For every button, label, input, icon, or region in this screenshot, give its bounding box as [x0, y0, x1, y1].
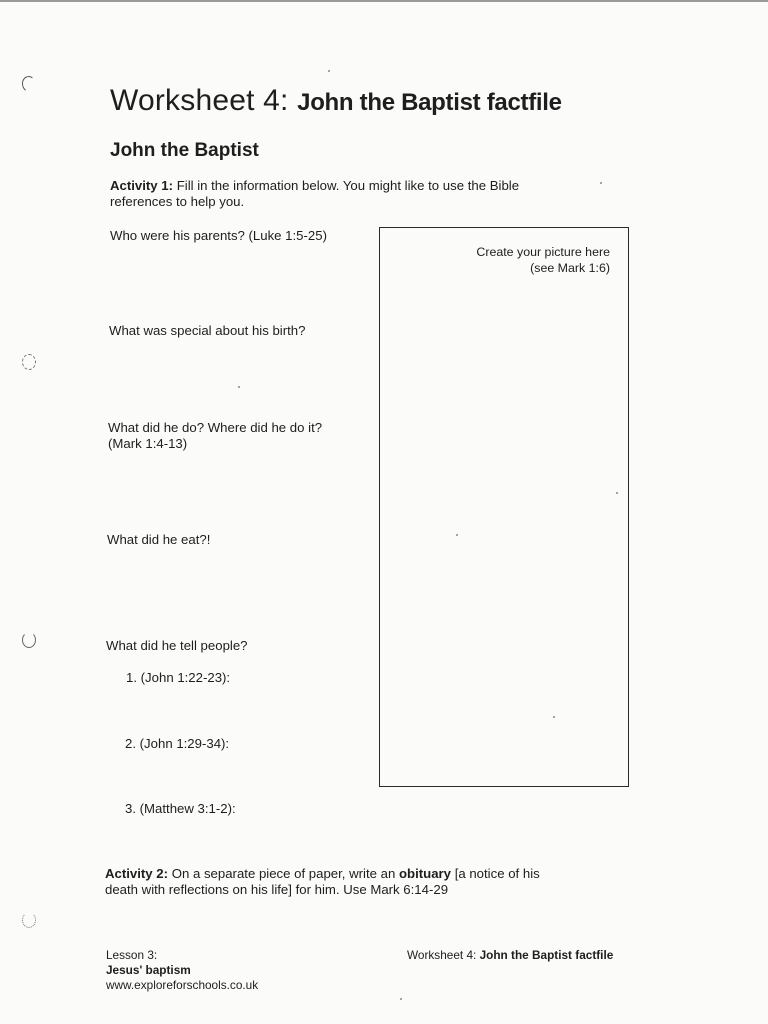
activity-1-text-line2: references to help you. [110, 194, 245, 209]
footer-lesson-prefix: Lesson 3: [106, 948, 158, 962]
scan-speck [328, 70, 330, 72]
activity-2-text-after: [a notice of his [454, 866, 540, 881]
footer-worksheet-prefix: Worksheet 4: [407, 948, 477, 962]
question-what-did-he-tell: What did he tell people? [106, 638, 248, 653]
activity-1-label: Activity 1: [110, 178, 174, 193]
page-title [110, 84, 562, 118]
question-3-line1: What did he do? Where did he do it? [108, 420, 323, 435]
question-5-item-1: 1. (John 1:22-23): [126, 670, 231, 685]
section-heading: John the Baptist [110, 140, 259, 161]
scan-speck [600, 182, 602, 184]
activity-2-label: Activity 2: [105, 866, 169, 881]
question-what-did-he-do [108, 420, 322, 452]
activity-1-instructions [110, 178, 519, 210]
activity-1-text-line1: Fill in the information below. You might like to use the Bible [176, 178, 520, 193]
question-5-item-3: 3. (Matthew 3:1-2): [125, 801, 236, 816]
question-5-item-2: 2. (John 1:29-34): [125, 736, 230, 751]
scan-speck [456, 534, 458, 536]
activity-2-bold-word: obituary [398, 866, 452, 881]
activity-2-text-line2: death with reflections on his life] for him. Use Mark 6:14-29 [105, 882, 449, 897]
punch-hole-mark [21, 75, 38, 93]
scan-edge-rule [0, 0, 768, 2]
punch-hole-mark [22, 354, 36, 370]
footer-lesson [106, 948, 258, 993]
activity-2-instructions [105, 866, 540, 898]
scan-speck [238, 386, 240, 388]
footer-worksheet-title: John the Baptist factfile [479, 948, 614, 962]
picture-caption-line1: Create your picture here [476, 245, 610, 259]
picture-caption-line2: (see Mark 1:6) [530, 261, 610, 275]
picture-box-caption [476, 244, 610, 276]
question-birth: What was special about his birth? [109, 323, 306, 338]
punch-hole-mark [22, 912, 36, 928]
footer-lesson-line [106, 948, 258, 978]
picture-drawing-box[interactable] [379, 227, 629, 787]
question-parents: Who were his parents? (Luke 1:5-25) [110, 228, 327, 243]
question-what-did-he-eat: What did he eat?! [107, 532, 211, 547]
title-prefix: Worksheet 4: [110, 84, 289, 117]
punch-hole-mark [22, 632, 36, 648]
question-3-line2: (Mark 1:4-13) [108, 436, 188, 451]
footer-worksheet [407, 948, 613, 963]
title-main: John the Baptist factfile [297, 89, 562, 116]
scan-speck [616, 492, 618, 494]
scan-speck [400, 998, 402, 1000]
footer-lesson-title: Jesus' baptism [106, 963, 191, 977]
footer-website: www.exploreforschools.co.uk [106, 978, 259, 992]
scan-speck [553, 716, 555, 718]
activity-2-text-before: On a separate piece of paper, write an [171, 866, 396, 881]
